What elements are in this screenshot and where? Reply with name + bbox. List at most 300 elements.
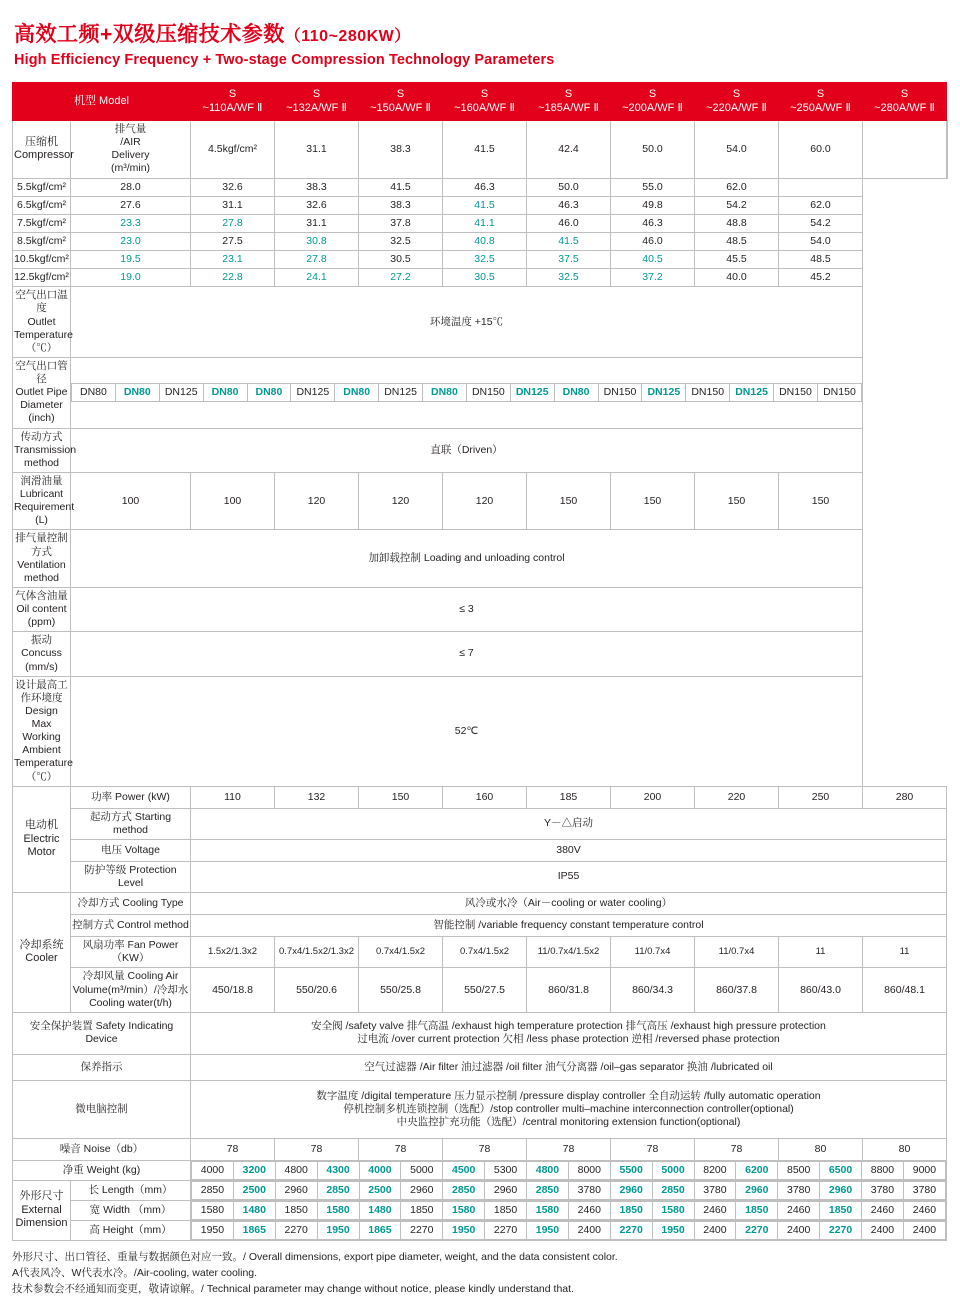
cooling-air-v0: 450/18.8 [191,968,275,1012]
noise-v3: 78 [443,1138,527,1160]
table-row [13,121,948,179]
outlet-pipe-value: DN80 [423,384,467,402]
outlet-pipe-value: DN125 [291,384,335,402]
cooling-air-v6: 860/37.8 [695,968,779,1012]
length-value: 2850 [527,1181,569,1199]
model-col-4 [527,83,611,121]
lubricant-v1: 100 [191,472,275,530]
height-row [192,1222,946,1240]
protection-label: 防护等级 Protection Level [71,861,191,892]
cooling-air-label-en2: Cooling water(t/h) [89,996,172,1009]
outlet-pipe-value: DN125 [379,384,423,402]
table-row-length [13,1180,948,1200]
air-delivery-value: 27.8 [191,214,275,232]
air-delivery-value: 46.0 [611,232,695,250]
cooling-control-value: 智能控制 /variable frequency constant temperature control [191,915,947,937]
lubricant-label [13,472,75,530]
height-value: 2270 [736,1222,778,1240]
weight-value: 4300 [317,1161,359,1179]
ventilation-label-cn: 排气量控制方式 [15,532,68,558]
air-delivery-value: 38.3 [359,121,443,179]
outlet-pipe-row [72,384,862,402]
weight-value: 5000 [401,1161,443,1179]
model-col-2 [359,83,443,121]
width-value: 2460 [862,1202,904,1220]
table-row-weight [13,1160,948,1180]
air-delivery-value: 32.5 [359,232,443,250]
air-delivery-value: 42.4 [527,121,611,179]
noise-v5: 78 [611,1138,695,1160]
model-col-1 [275,83,359,121]
width-value: 1850 [610,1202,652,1220]
air-delivery-value: 31.1 [275,121,359,179]
noise-v1: 78 [275,1138,359,1160]
group-dimension-cn: 外形尺寸 [19,1189,64,1202]
model-line1: S [312,87,321,100]
cooling-air-v7: 860/43.0 [779,968,863,1012]
length-value: 2850 [317,1181,359,1199]
height-value: 1950 [652,1222,694,1240]
air-delivery-value: 19.5 [71,251,191,269]
lubricant-v4: 120 [443,472,527,530]
concuss-value: ≤ 7 [71,632,863,676]
safety-value [191,1012,947,1054]
air-delivery-value: 24.1 [275,269,359,287]
table-row-fan-power [13,937,948,968]
weight-value: 3200 [233,1161,275,1179]
footnote-1: A代表风冷、W代表水冷。/Air-cooling, water cooling. [12,1267,258,1279]
weight-value: 9000 [903,1161,945,1179]
model-line2: ~160A/WF Ⅱ [454,101,515,114]
fan-power-v1: 0.7x4/1.5x2/1.3x2 [275,937,359,968]
noise-label: 噪音 Noise（db） [13,1138,191,1160]
cooling-air-v2: 550/25.8 [359,968,443,1012]
table-row-height [13,1221,948,1241]
air-delivery-value: 30.5 [443,269,527,287]
width-value: 1480 [233,1202,275,1220]
outlet-pipe-label [13,357,71,428]
width-value: 1580 [652,1202,694,1220]
concuss-label: 振动 Concuss (mm/s) [13,632,71,676]
fan-power-v3: 0.7x4/1.5x2 [443,937,527,968]
table-row-ventilation [13,530,948,588]
cooling-air-label [71,968,191,1012]
height-value: 2270 [610,1222,652,1240]
width-value: 1850 [401,1202,443,1220]
outlet-pipe-value: DN125 [159,384,203,402]
maintenance-label: 保养指示 [13,1054,191,1080]
air-delivery-value: 28.0 [71,178,191,196]
air-delivery-value: 32.5 [443,251,527,269]
height-value: 2400 [903,1222,945,1240]
cooling-air-label-cn: 冷却风量 Cooling Air [82,970,179,983]
weight-value: 5300 [485,1161,527,1179]
lubricant-v3: 120 [359,472,443,530]
length-value: 2960 [736,1181,778,1199]
air-delivery-value: 41.5 [443,121,527,179]
model-line1: S [900,87,909,100]
length-subtable [191,1181,946,1200]
group-dimension [13,1180,71,1240]
table-header-row [13,83,948,121]
air-delivery-value: 46.3 [527,196,611,214]
weight-value: 8500 [778,1161,820,1179]
model-col-5 [611,83,695,121]
power-v8: 280 [863,786,947,808]
table-row-cooling-control [13,915,948,937]
cooling-air-v5: 860/34.3 [611,968,695,1012]
table-row-starting [13,808,948,839]
footnote-2: 技术参数会不经通知而变更，敬请谅解。/ Technical parameter may change without notice, please kindly understand that. [12,1282,574,1295]
noise-v4: 78 [527,1138,611,1160]
outlet-pipe-value: DN80 [247,384,291,402]
air-delivery-value: 54.2 [779,214,863,232]
ventilation-label-en: Ventilation method [17,558,66,584]
air-delivery-value: 31.1 [275,214,359,232]
voltage-label: 电压 Voltage [71,839,191,861]
oil-content-value: ≤ 3 [71,587,863,631]
outlet-temp-label-en: Outlet Temperature（℃） [14,315,73,354]
noise-v8: 80 [863,1138,947,1160]
air-delivery-value: 46.0 [527,214,611,232]
group-dimension-en2: Dimension [15,1217,68,1230]
air-delivery-value: 37.5 [527,251,611,269]
air-delivery-value: 19.0 [71,269,191,287]
air-delivery-value: 27.5 [191,232,275,250]
lubricant-v6: 150 [611,472,695,530]
cooling-control-label: 控制方式 Control method [71,915,191,937]
air-delivery-pressure: 6.5kgf/cm² [13,196,71,214]
air-delivery-value: 23.3 [71,214,191,232]
ambient-label-en1: Design Max Working [22,704,61,744]
table-row-safety [13,1012,948,1054]
weight-subtable [191,1161,946,1180]
height-values-cell [191,1221,947,1241]
air-delivery-pressure: 5.5kgf/cm² [13,178,71,196]
length-value: 2500 [233,1181,275,1199]
group-motor-en: Electric Motor [23,832,60,859]
outlet-pipe-label-en: Outlet Pipe Diameter (inch) [15,386,68,425]
power-label: 功率 Power (kW) [71,786,191,808]
weight-value: 5000 [652,1161,694,1179]
width-value: 1580 [443,1202,485,1220]
transmission-label-en: Transmission method [14,443,77,469]
noise-v7: 80 [779,1138,863,1160]
height-value: 1865 [359,1222,401,1240]
weight-value: 8200 [694,1161,736,1179]
model-line1: S [648,87,657,100]
ventilation-label [13,530,71,588]
height-value: 2400 [568,1222,610,1240]
fan-power-label [71,937,191,968]
outlet-pipe-subtable [71,383,862,402]
height-value: 2400 [862,1222,904,1240]
outlet-pipe-value: DN125 [730,384,774,402]
air-delivery-value: 54.0 [695,121,779,179]
oil-content-label [13,587,71,631]
table-row-voltage [13,839,948,861]
model-col-7 [779,83,863,121]
length-value: 2500 [359,1181,401,1199]
length-value: 2850 [443,1181,485,1199]
voltage-value: 380V [191,839,947,861]
air-delivery-value: 50.0 [611,121,695,179]
weight-value: 4800 [527,1161,569,1179]
air-delivery-value: 55.0 [611,178,695,196]
cooling-type-label: 冷却方式 Cooling Type [71,893,191,915]
height-value: 1950 [317,1222,359,1240]
fan-power-v7: 11 [779,937,863,968]
width-value: 2460 [778,1202,820,1220]
width-value: 1850 [275,1202,317,1220]
lubricant-v8: 150 [779,472,863,530]
weight-value: 4800 [275,1161,317,1179]
air-delivery-value: 60.0 [779,121,863,179]
air-delivery-row [13,178,948,196]
air-delivery-value: 23.1 [191,251,275,269]
air-delivery-value: 45.5 [695,251,779,269]
transmission-label-cn: 传动方式 [20,430,63,443]
air-delivery-label [71,121,191,179]
table-row-outlet-pipe [13,357,948,428]
model-col-6 [695,83,779,121]
page-title-cn [14,18,948,48]
ventilation-value: 加卸载控制 Loading and unloading control [71,530,863,588]
width-subtable [191,1201,946,1220]
width-value: 1850 [736,1202,778,1220]
air-delivery-value: 41.5 [359,178,443,196]
group-motor-cn: 电动机 [25,818,58,831]
table-row-outlet-temp [13,287,948,358]
noise-v2: 78 [359,1138,443,1160]
air-delivery-row [13,196,948,214]
model-line2: ~185A/WF Ⅱ [538,101,599,114]
noise-v0: 78 [191,1138,275,1160]
group-compressor [13,121,74,179]
air-delivery-row [13,232,948,250]
width-value: 1850 [820,1202,862,1220]
air-delivery-value: 37.8 [359,214,443,232]
air-delivery-value: 38.3 [275,178,359,196]
length-value: 3780 [862,1181,904,1199]
height-value: 2270 [401,1222,443,1240]
power-v7: 250 [779,786,863,808]
width-value: 2460 [903,1202,945,1220]
outlet-pipe-value: DN150 [598,384,642,402]
power-v6: 220 [695,786,779,808]
outlet-temp-label-cn: 空气出口温度 [15,289,68,315]
length-values-cell [191,1180,947,1200]
weight-value: 4000 [359,1161,401,1179]
ambient-label-cn: 设计最高工作环境度 [15,678,68,704]
length-value: 2960 [485,1181,527,1199]
cooling-air-label-en1: Volume(m³/min）/冷却水 [72,983,189,996]
weight-value: 4500 [443,1161,485,1179]
air-delivery-value: 27.2 [359,269,443,287]
model-col-3 [443,83,527,121]
air-delivery-value: 48.5 [779,251,863,269]
table-row-cooling-air [13,968,948,1012]
length-value: 2960 [820,1181,862,1199]
ambient-label-en3: （℃） [25,770,58,783]
model-line1: S [480,87,489,100]
micro-line2: 停机控制多机连锁控制（选配）/stop controller multi–machine interconnection controller(optional) [343,1102,794,1115]
model-header-cell: 机型 Model [13,83,191,121]
outlet-pipe-value: DN80 [115,384,159,402]
width-value: 2460 [694,1202,736,1220]
table-row-cooling-type [13,893,948,915]
air-delivery-pressure: 8.5kgf/cm² [13,232,71,250]
table-row-lubricant [13,472,948,530]
height-value: 2400 [694,1222,736,1240]
lubricant-v2: 120 [275,472,359,530]
title-cn-main: 高效工频+双级压缩技术参数 [14,23,285,46]
width-value: 1850 [485,1202,527,1220]
weight-row [192,1161,946,1179]
air-delivery-value [863,121,947,179]
air-delivery-value: 30.8 [275,232,359,250]
model-line2: ~250A/WF Ⅱ [790,101,851,114]
ambient-label [13,676,71,786]
length-value: 2850 [192,1181,234,1199]
title-cn-kw: （110~280KW） [284,28,411,45]
width-value: 1580 [527,1202,569,1220]
air-delivery-value: 32.6 [275,196,359,214]
air-delivery-value: 48.8 [695,214,779,232]
air-delivery-value: 48.5 [695,232,779,250]
weight-value: 8800 [862,1161,904,1179]
height-value: 2270 [275,1222,317,1240]
height-value: 1865 [233,1222,275,1240]
group-electric-motor [13,786,71,893]
group-dimension-en1: External [21,1203,62,1216]
group-cooler-cn: 冷却系统 [19,938,64,951]
height-value: 1950 [527,1222,569,1240]
footnote-0: 外形尺寸、出口管径、重量与数据颜色对应一致。/ Overall dimensions, export pipe diameter, weight, and the data consistent color. [12,1251,618,1264]
group-compressor-cn: 压缩机 [25,135,58,148]
air-delivery-value: 54.2 [695,196,779,214]
table-row-maintenance [13,1054,948,1080]
fan-power-v5: 11/0.7x4 [611,937,695,968]
outlet-pipe-value: DN125 [642,384,686,402]
width-value: 1480 [359,1202,401,1220]
lubricant-v5: 150 [527,472,611,530]
model-line2: ~110A/WF Ⅱ [202,101,263,114]
air-delivery-pressure: 10.5kgf/cm² [13,251,71,269]
model-line1: S [396,87,405,100]
model-col-0 [191,83,275,121]
width-value: 2460 [568,1202,610,1220]
micro-line3: 中央监控扩充功能（选配）/central monitoring extension function(optional) [396,1115,741,1128]
air-delivery-label-en3: (m³/min) [110,162,151,175]
lubricant-label-en: Lubricant Requirement (L) [14,488,75,527]
model-line2: ~220A/WF Ⅱ [706,101,767,114]
air-delivery-value: 23.0 [71,232,191,250]
air-delivery-value: 40.5 [611,251,695,269]
air-delivery-value: 41.5 [527,232,611,250]
height-subtable [191,1221,946,1240]
model-line2: ~150A/WF Ⅱ [370,101,431,114]
weight-values-cell [191,1160,947,1180]
air-delivery-value: 27.8 [275,251,359,269]
weight-value: 4000 [192,1161,234,1179]
table-row-transmission [13,428,948,472]
outlet-pipe-value: DN150 [817,384,861,402]
air-delivery-row [13,251,948,269]
fan-power-v0: 1.5x2/1.3x2 [191,937,275,968]
width-value: 1580 [192,1202,234,1220]
air-delivery-row [13,214,948,232]
ambient-value: 52℃ [71,676,863,786]
power-v4: 185 [527,786,611,808]
air-delivery-value: 27.6 [71,196,191,214]
table-row-protection [13,861,948,892]
air-delivery-value: 40.8 [443,232,527,250]
air-delivery-value: 46.3 [443,178,527,196]
table-row-noise [13,1138,948,1160]
outlet-temp-value: 环境温度 +15℃ [71,287,863,358]
power-v3: 160 [443,786,527,808]
oil-content-label-en: Oil content (ppm) [16,603,67,629]
air-delivery-value: 32.5 [527,269,611,287]
outlet-pipe-values-cell [71,357,863,428]
width-values-cell [191,1201,947,1221]
model-line1: S [228,87,237,100]
length-value: 2960 [275,1181,317,1199]
group-cooler-en: Cooler [25,952,58,965]
length-value: 3780 [568,1181,610,1199]
power-v0: 110 [191,786,275,808]
air-delivery-value: 62.0 [779,196,863,214]
length-label: 长 Length（mm） [71,1180,191,1200]
air-delivery-value: 41.5 [443,196,527,214]
height-value: 2400 [778,1222,820,1240]
length-value: 3780 [778,1181,820,1199]
air-delivery-value: 40.0 [695,269,779,287]
length-value: 3780 [903,1181,945,1199]
model-line1: S [732,87,741,100]
weight-value: 6200 [736,1161,778,1179]
weight-value: 6500 [820,1161,862,1179]
length-value: 2960 [401,1181,443,1199]
height-label: 高 Height（mm） [71,1221,191,1241]
fan-power-v2: 0.7x4/1.5x2 [359,937,443,968]
noise-v6: 78 [695,1138,779,1160]
power-v1: 132 [275,786,359,808]
transmission-label [13,428,77,472]
cooling-type-value: 风冷或水冷（Air－cooling or water cooling） [191,893,947,915]
width-value: 1580 [317,1202,359,1220]
power-v5: 200 [611,786,695,808]
cooling-air-v1: 550/20.6 [275,968,359,1012]
ambient-label-en2: Ambient Temperature [14,744,73,770]
fan-power-v8: 11 [863,937,947,968]
oil-content-label-cn: 气体含油量 [15,589,68,602]
outlet-pipe-value: DN125 [510,384,554,402]
air-delivery-value [779,178,863,196]
air-delivery-pressure: 7.5kgf/cm² [13,214,71,232]
air-delivery-value: 62.0 [695,178,779,196]
air-delivery-value: 41.1 [443,214,527,232]
air-delivery-value: 22.8 [191,269,275,287]
fan-power-v4: 11/0.7x4/1.5x2 [527,937,611,968]
model-col-8 [863,83,947,121]
lubricant-v0: 100 [71,472,191,530]
length-value: 2850 [652,1181,694,1199]
cooling-air-v8: 860/48.1 [863,968,947,1012]
page-title-en: High Efficiency Frequency + Two-stage Compression Technology Parameters [14,52,555,68]
air-delivery-pressure: 12.5kgf/cm² [13,269,71,287]
